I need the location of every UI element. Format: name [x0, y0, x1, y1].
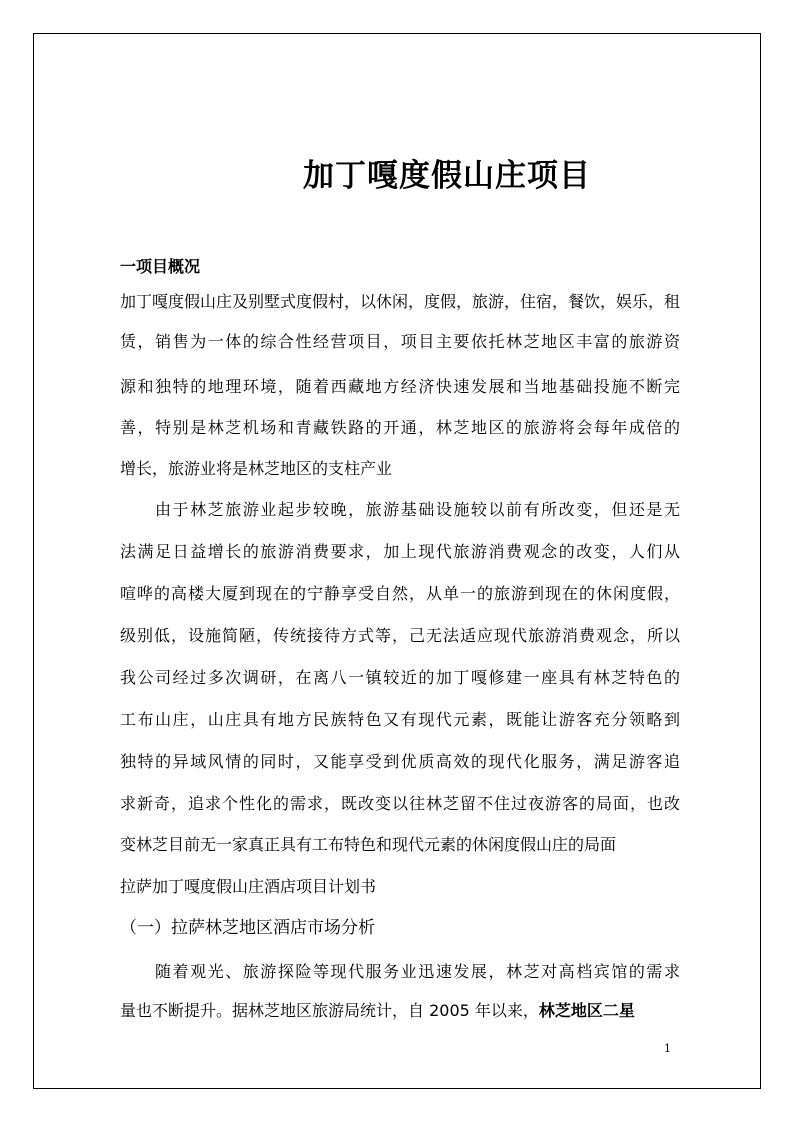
- page-number: 1: [664, 1042, 671, 1055]
- paragraph-2-line-8: 求新奇，追求个性化的需求，既改变以往林芝留不住过夜游客的局面，也改: [120, 794, 680, 813]
- paragraph-1-line-5: 增长，旅游业将是林芝地区的支柱产业: [120, 459, 393, 478]
- paragraph-2-line-9: 变林芝目前无一家真正具有工布特色和现代元素的休闲度假山庄的局面: [120, 835, 617, 854]
- paragraph-3-line-2: [120, 1001, 680, 1021]
- paragraph-1-line-1: 加丁嘎度假山庄及别墅式度假村，以休闲，度假，旅游，住宿，餐饮，娱乐，租: [120, 292, 681, 311]
- paragraph-3-line-2-text: 量也不断提升。据林芝地区旅游局统计，自 2005 年以来，: [120, 1001, 539, 1020]
- paragraph-2-line-6: 工布山庄，山庄具有地方民族特色又有现代元素，既能让游客充分领略到: [120, 710, 680, 729]
- paragraph-2-line-2: 法满足日益增长的旅游消费要求，加上现代旅游消费观念的改变，人们从: [120, 542, 680, 561]
- paragraph-2-line-7: 独特的异域风情的同时，又能享受到优质高效的现代化服务，满足游客追: [120, 752, 680, 771]
- subsection-heading-market-analysis: （一）拉萨林芝地区酒店市场分析: [120, 918, 375, 938]
- paragraph-3-line-2-bold-text: 林芝地区二星: [538, 1001, 635, 1020]
- paragraph-1-line-4: 善，特别是林芝机场和青藏铁路的开通，林芝地区的旅游将会每年成倍的: [120, 418, 680, 437]
- section-heading-overview: 一项目概况: [120, 257, 201, 276]
- paragraph-2-line-3: 喧哗的高楼大厦到现在的宁静享受自然，从单一的旅游到现在的休闲度假，: [120, 584, 680, 603]
- paragraph-1-line-2: 赁，销售为一体的综合性经营项目，项目主要依托林芝地区丰富的旅游资: [120, 332, 680, 351]
- paragraph-2-line-4: 级别低，设施简陋，传统接待方式等，己无法适应现代旅游消费观念，所以: [120, 626, 680, 645]
- paragraph-1-line-3: 源和独特的地理环境，随着西藏地方经济快速发展和当地基础投施不断完: [120, 377, 680, 396]
- paragraph-3-line-1: 随着观光、旅游探险等现代服务业迅速发展，林芝对高档宾馆的需求: [155, 962, 680, 981]
- paragraph-2-line-1: 由于林芝旅游业起步较晚，旅游基础设施较以前有所改变，但还是无: [155, 500, 680, 519]
- document-title: 加丁嘎度假山庄项目: [303, 158, 591, 194]
- plan-title: 拉萨加丁嘎度假山庄酒店项目计划书: [120, 877, 377, 896]
- paragraph-2-line-5: 我公司经过多次调研，在离八一镇较近的加丁嘎修建一座具有林芝特色的: [120, 668, 680, 687]
